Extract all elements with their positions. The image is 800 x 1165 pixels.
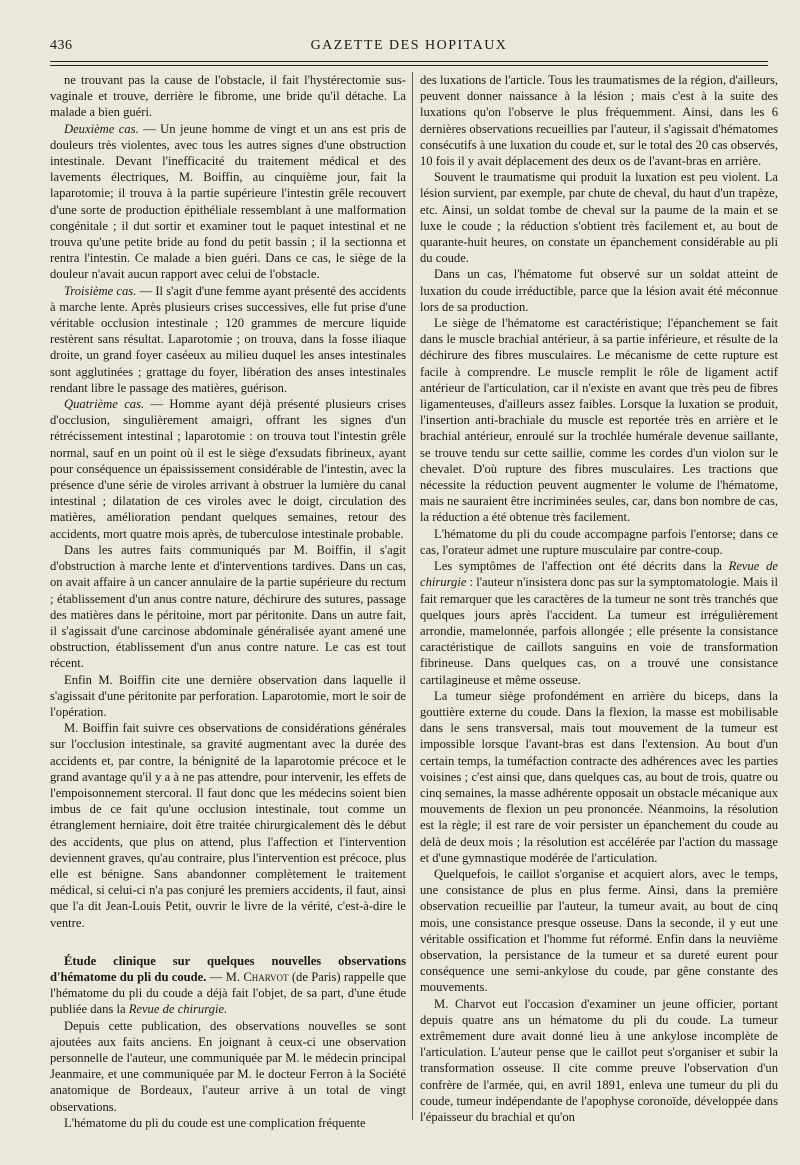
column-divider (412, 72, 413, 1120)
paragraph-text: La tumeur siège profondément en arrière du biceps, dans la gouttière externe du coude. Dans la flexion, la masse est mobilisable dans le sens transversal, mais tout mouvement de la tumeur est impossible lorsque l'avant-bras est dans l'extension. Au bout d'un certain temps, la tuméfaction contracte des adhérences avec les parties voisines ; c'est ainsi que, dans quelques cas, au bout de trois, quatre ou cinq semaines, la masse adhérente opposait un obstacle mécanique aux mouvements de flexion un peu prononcée. Néanmoins, la résolution est la règle; il est rare de voir persister un épanchement du coude au delà de deux mois ; la résolution est accélérée par l'action du massage et d'une gymnastique modérée de l'articulation. (420, 688, 778, 865)
case-label: Troisième cas. (64, 283, 137, 298)
paragraph (50, 542, 406, 672)
paragraph-text: — Homme ayant déjà présenté plusieurs crises d'occlusion, singulièrement amaigri, offrant les signes d'un rétrécissement intestinal ; laparotomie : on trouva tout l'intestin grêle normal, sauf en un point où il est le siège d'exsudats fibrineux, ayant pour conséquence un épaississement considérable de l'intestin, avec la présence d'une série de viroles arrivant à obstruer la lumière du canal intestinal ; dilatation de ces viroles avec le doigt, circulation des matières, amélioration pendant quelques semaines, retour des accidents, mort quatre mois après, de tuberculose intestinale probable. (50, 397, 406, 541)
paragraph (50, 720, 406, 931)
paragraph (420, 169, 778, 266)
paragraph-text: — Un jeune homme de vingt et un ans est pris de douleurs très violentes, avec tous les autres signes d'une obstruction intestinale. Devant l'inefficacité du traitement médical et des lavements électriques, M. Boiffin, au cinquième jour, fait la laparotomie; il trouva à la partie supérieure l'intestin grêle recouvert d'une sorte de production épithéliale ressemblant à une malformation congénitale ; il dut sortir et examiner tout le paquet intestinal et ne trouva qu'une petite bride au fond du petit bassin ; il la sectionna et rentra l'intestin. Ce malade a bien guéri. Dans ce cas, le siège de la douleur n'avait aucun rapport avec celui de l'obstacle. (50, 121, 406, 282)
paragraph-text: Quelquefois, le caillot s'organise et acquiert alors, avec le temps, une consistance de plus en plus ferme. Ainsi, dans la première observation recueillie par l'auteur, la tumeur avait, au bout de cinq mois, une consistance presque osseuse. Dans la seconde, il y eut une véritable ossification et l'homme fut réformé. Enfin dans la neuvième observation, la persistance de la tumeur et sa dureté eurent pour conséquence une semi-ankylose du coude, par gêne constante des mouvements. (420, 866, 778, 995)
paragraph (50, 1115, 406, 1131)
paragraph-text: (de Paris) rappelle que l'hématome du pli du coude a déjà fait l'objet, de sa part, d'une étude publiée dans la (50, 969, 406, 1017)
paragraph-text: Souvent le traumatisme qui produit la luxation est peu violent. La lésion survient, par exemple, par chute de cheval, du haut d'un trapèze, etc. Ainsi, un soldat tombe de cheval sur la paume de la main et se luxe le coude ; la réduction s'obtient très facilement et, au bout de quarante-huit heures, on constate un épanchement considérable au pli du coude. (420, 170, 778, 266)
paragraph-text: M. Charvot eut l'occasion d'examiner un jeune officier, portant depuis quatre ans un hématome du pli du coude. La tumeur extrêmement dure avait donné lieu à une ankylose incomplète de l'articulation. L'auteur pense que le caillot peut s'organiser et subir la transformation osseuse. Il cite comme preuve l'observation d'un confrère de l'armée, qui, en avril 1891, enleva une tumeur du pli du coude, tumeur indépendante de l'apophyse coronoïde, développée dans l'épaisseur du brachial et qu'on (420, 996, 778, 1124)
running-title: GAZETTE DES HOPITAUX (310, 38, 508, 53)
left-column (50, 72, 406, 1131)
page-number: 436 (50, 38, 73, 53)
paragraph (420, 866, 778, 996)
page-header (50, 34, 768, 62)
paragraph (420, 266, 778, 315)
paragraph (50, 953, 406, 1018)
journal-title: Revue de chirurgie (420, 559, 778, 590)
paragraph-text: Le siège de l'hématome est caractéristique; l'épanchement se fait dans le muscle brachial antérieur, à sa partie inférieure, et résulte de la déchirure des fibres musculaires. Le mécanisme de cette rupture est facile à comprendre. Le muscle remplit le rôle de ligament actif antérieur de l'articulation, car il n'existe en avant que très peu de fibres ligamenteuses, d'ailleurs assez faibles. Lorsque la luxation se produit, l'insertion anti-brachiale du muscle est reportée très en arrière et le brachial antérieur, enroulé sur la trochlée humérale devenue saillante, se trouve tendu sur cette saillie, comme les cordes d'un violon sur le chevalet. D'où rupture des fibres musculaires. Les tractions que nécessite la réduction peuvent augmenter le volume de l'hématome, mais ne sauraient être incriminées seules, car, dans bon nombre de cas, la réduction a été obtenue très facilement. (420, 316, 778, 525)
paragraph (420, 996, 778, 1126)
paragraph-text: : l'auteur n'insistera donc pas sur la symptomatologie. Mais il fait remarquer que les caractères de la tumeur ne sont très tranchés que quelques jours après l'accident. La tumeur est irrégulièrement arrondie, mamelonnée, parfois allongée ; elle présente la consistance caractéristique de caillots sanguins en voie de transformation fibrineuse. Dans quelques cas, on a trouvé une consistance cartilagineuse et même osseuse. (420, 575, 778, 687)
paragraph-text: des luxations de l'article. Tous les traumatismes de la région, d'ailleurs, peuvent donner naissance à la lésion ; mais c'est à la suite des luxations qu'on l'observe le plus fréquemment. Ainsi, dans les 6 dernières observations recueillies par l'auteur, il s'agissait d'hématomes consécutifs à une luxation du coude et, sur le total des 20 cas observés, 10 fois il y avait déplacement des deux os de l'avant-bras en arrière. (420, 73, 778, 169)
paragraph (50, 121, 406, 283)
paragraph (420, 688, 778, 866)
header-rule (50, 61, 768, 62)
paragraph (50, 1018, 406, 1115)
paragraph-text: M. Boiffin fait suivre ces observations de considérations générales sur l'occlusion intestinale, sa gravité augmentant avec la durée des accidents et, par contre, la bénignité de la laparotomie précoce et le grand avantage qu'il y a à ne pas attendre, pour intervenir, les effets de l'empoisonnement stercoral. Il faut donc que les médecins soient bien imbus de ce fait qu'une occlusion intestinale, tout comme un étranglement herniaire, doit être traitée chirurgicalement dès le début des accidents, que plus on attend, plus l'affection et l'intervention deviennent graves, qu'au contraire, plus l'intervention est précoce, plus elle est bénigne. Sans abandonner complètement le traitement médical, si celui-ci n'a pas conjuré les premiers accidents, il faut, ainsi que l'a dit Jean-Louis Petit, ouvrir le livre de la vérité, c'est-à-dire le ventre. (50, 721, 406, 930)
paragraph (50, 396, 406, 542)
section-heading: Étude clinique sur quelques nouvelles observations d'hématome du pli du coude. (50, 953, 406, 984)
paragraph-text: Les symptômes de l'affection ont été décrits dans la (434, 559, 729, 574)
paragraph-text: ne trouvant pas la cause de l'obstacle, il fait l'hystérectomie sus-vaginale et trouve, derrière le fibrome, une bride qu'il détache. La malade a bien guéri. (50, 73, 406, 120)
paragraph (50, 672, 406, 721)
case-label: Quatrième cas. (64, 397, 145, 412)
journal-title: Revue de chirurgie. (128, 1002, 228, 1017)
author-name: — M. Charvot (206, 969, 289, 984)
paragraph-text: Enfin M. Boiffin cite une dernière observation dans laquelle il s'agissait d'une péritonite par perforation. Laparotomie, mort le soir de l'opération. (50, 672, 406, 719)
paragraph (420, 526, 778, 558)
right-column (420, 72, 778, 1125)
paragraph (50, 72, 406, 121)
paragraph-text: L'hématome du pli du coude est une complication fréquente (64, 1115, 366, 1130)
paragraph-text: Dans les autres faits communiqués par M. Boiffin, il s'agit d'obstruction à marche lente et d'interventions tardives. Dans un cas, on avait affaire à un cancer annulaire de la partie supérieure du rectum ; établissement d'un anus contre nature, déchirure des sutures, passage des matières dans le péritoine, mort par péritonite. Dans un autre fait, il s'agissait d'une carcinose abdominale généralisée ayant amené une obstruction, établissement d'un anus contre nature. Le cas est tout récent. (50, 542, 406, 671)
paragraph (420, 558, 778, 688)
paragraph-text: Dans un cas, l'hématome fut observé sur un soldat atteint de luxation du coude irréductible, parce que la lésion avait été méconnue lors de sa production. (420, 267, 778, 314)
paragraph (420, 315, 778, 526)
paragraph-text: — Il s'agit d'une femme ayant présenté des accidents à marche lente. Après plusieurs crises successives, elle fut prise d'une véritable occlusion intestinale ; 120 grammes de mercure liquide restèrent sans résultat. Laparotomie ; on trouva, dans la fosse iliaque droite, un grand foyer caséeux au milieu duquel les anses intestinales sont agglutinées ; grattage du foyer, libération des anses intestinales rendant libre le passage des matières, guérison. (50, 283, 406, 395)
paragraph (420, 72, 778, 169)
paragraph-text: L'hématome du pli du coude accompagne parfois l'entorse; dans ce cas, l'orateur admet une rupture musculaire par contre-coup. (420, 526, 778, 557)
paragraph (50, 283, 406, 396)
paragraph-text: Depuis cette publication, des observations nouvelles se sont ajoutées aux faits anciens. En joignant à ceux-ci une observation personnelle de l'auteur, une communiquée par M. le médecin principal Jeanmaire, et une communiquée par M. le docteur Ferron à la Société anatomique de Bordeaux, l'auteur arrive à un total de vingt observations. (50, 1018, 406, 1114)
case-label: Deuxième cas. (64, 121, 139, 136)
header-rule-thin (50, 65, 768, 66)
